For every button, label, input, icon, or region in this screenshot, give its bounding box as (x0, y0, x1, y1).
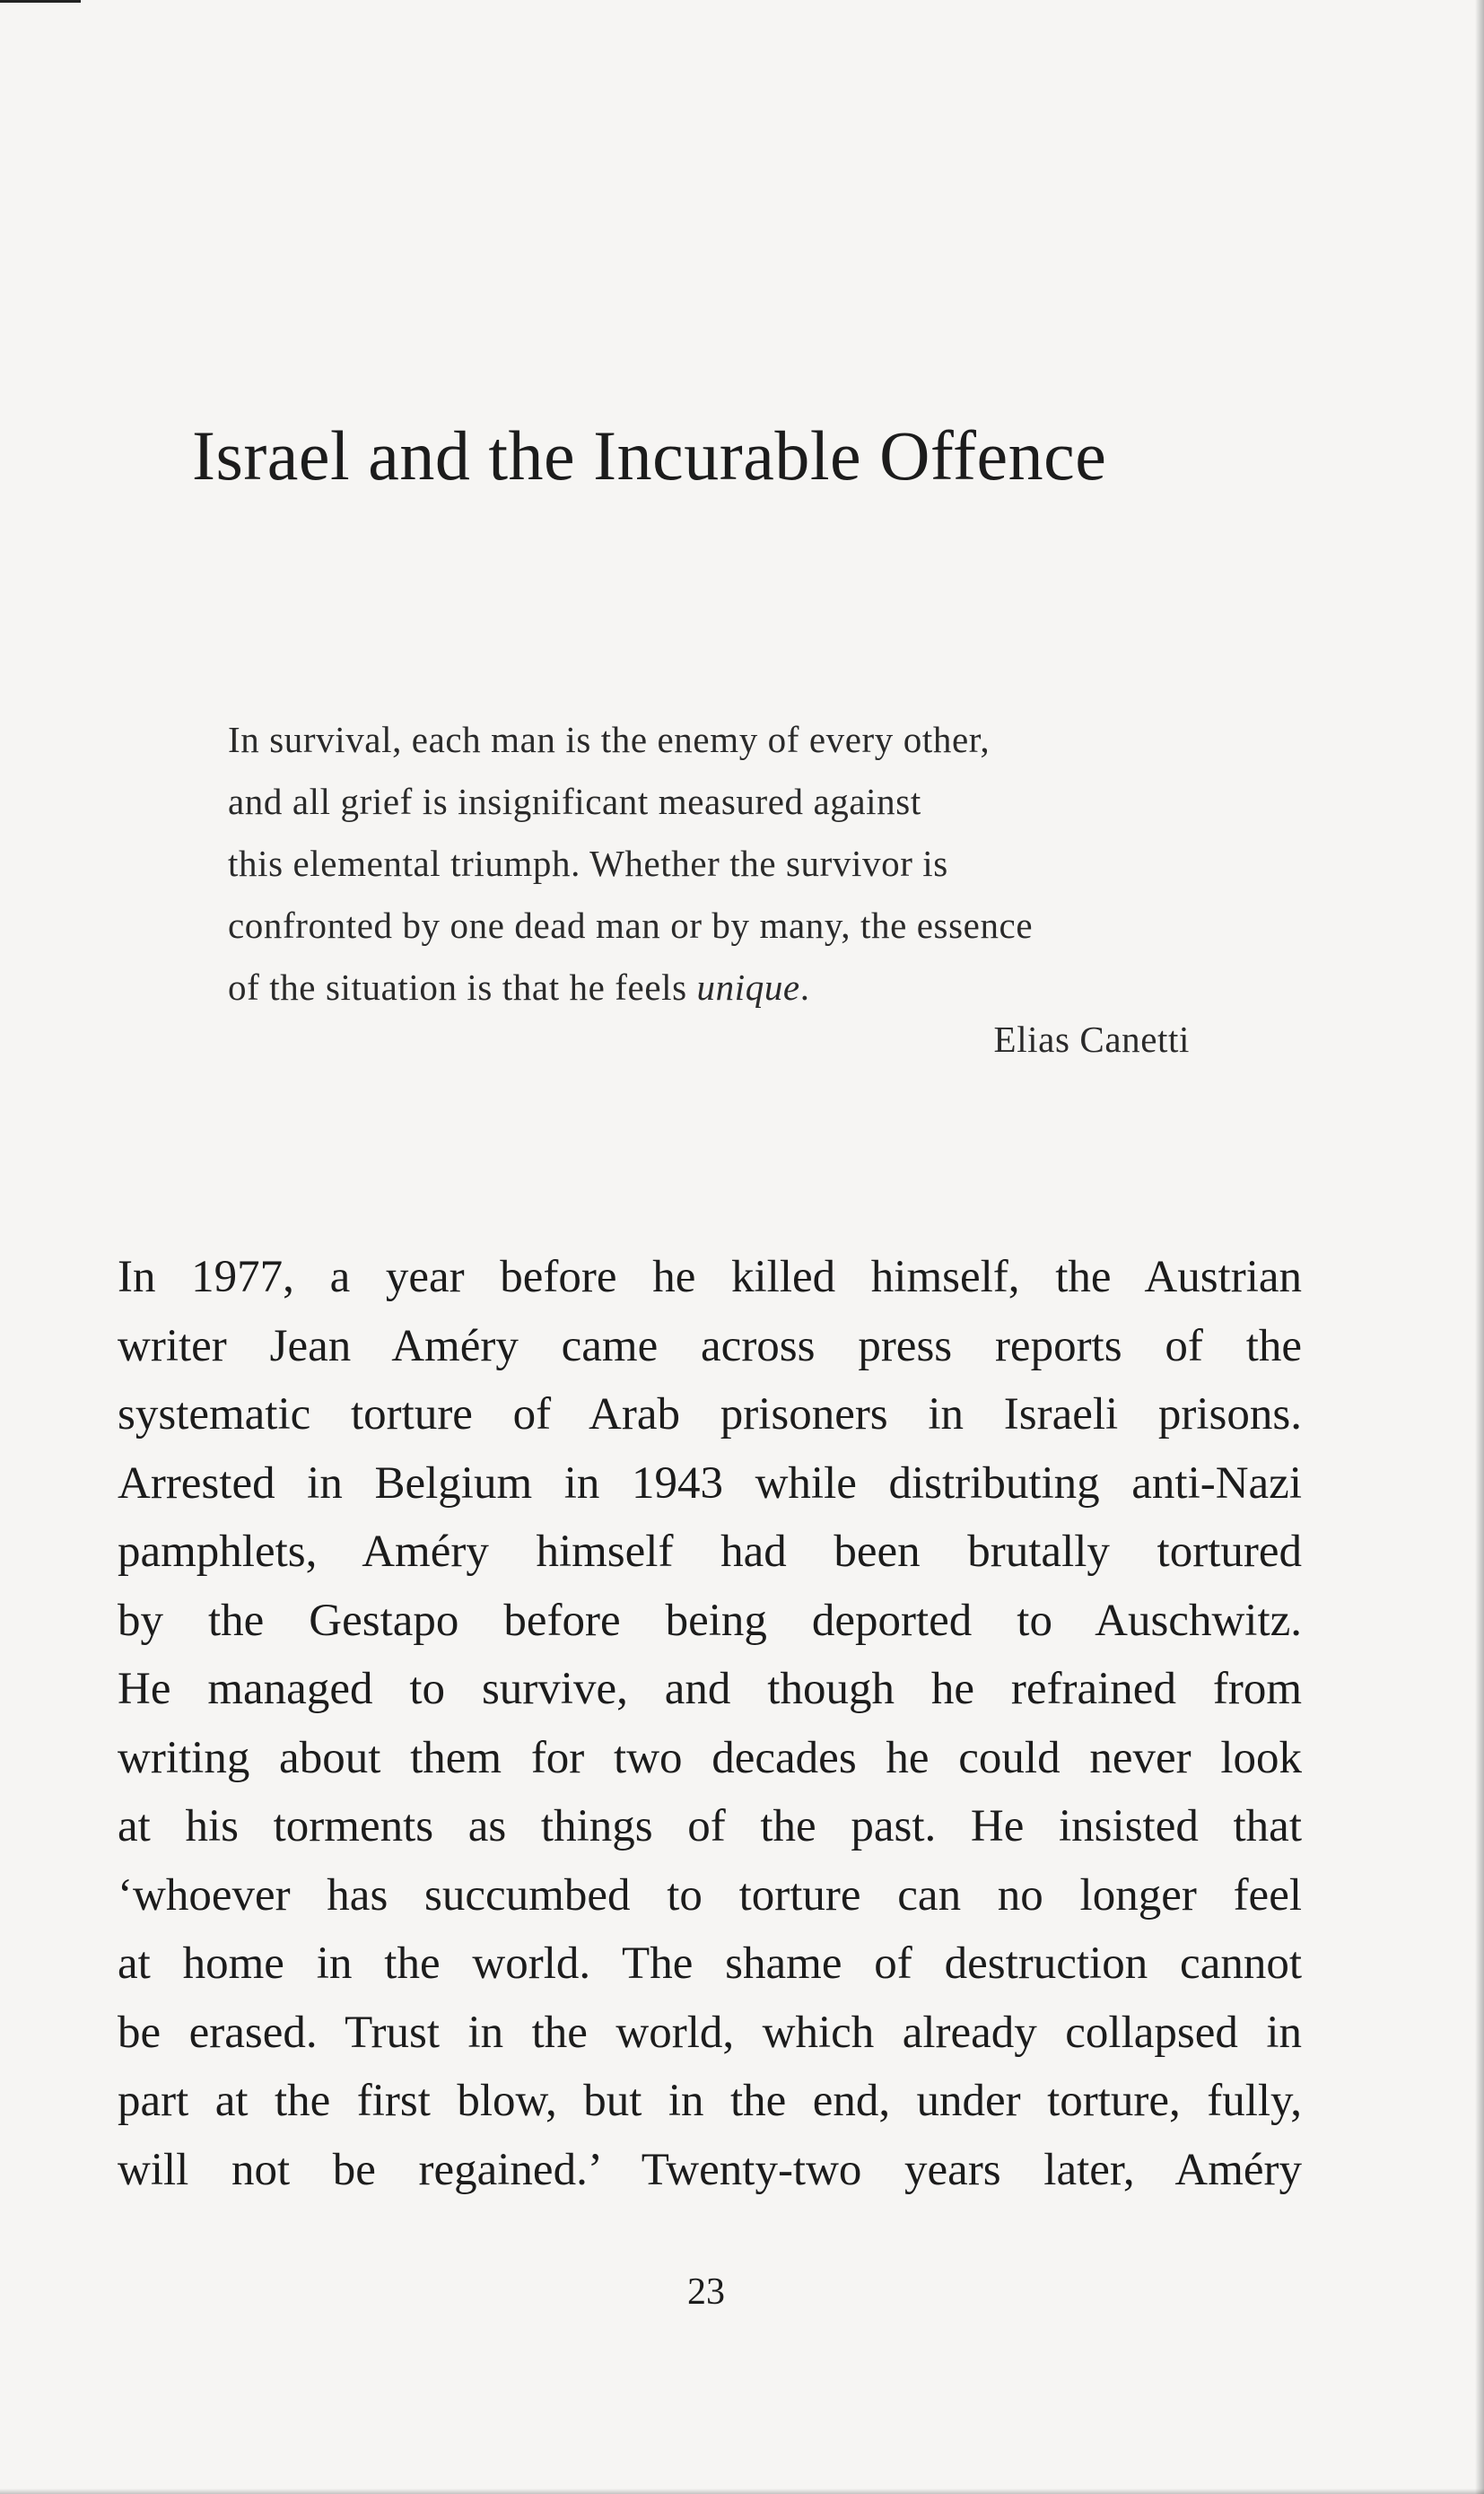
epigraph-attribution: Elias Canetti (993, 1019, 1190, 1060)
body-line: at home in the world. The shame of destruction cannot (118, 1938, 1302, 1989)
page-edge-shadow (0, 0, 81, 3)
epigraph-line: and all grief is insignificant measured against (228, 781, 921, 822)
body-line: writing about them for two decades he could never look (118, 1732, 1302, 1783)
body-line: by the Gestapo before being deported to Auschwitz. (118, 1595, 1302, 1646)
epigraph-line: In survival, each man is the enemy of every other, (228, 719, 991, 760)
body-line: He managed to survive, and though he refrained from (118, 1664, 1302, 1714)
body-line: writer Jean Améry came across press reports of the (118, 1320, 1302, 1371)
body-paragraph (118, 1243, 1302, 2204)
body-line: Arrested in Belgium in 1943 while distributing anti-Nazi (118, 1457, 1302, 1509)
page-bottom-shadow (0, 2489, 1484, 2494)
body-line: at his torments as things of the past. He insisted that (118, 1801, 1302, 1851)
body-line: part at the first blow, but in the end, under torture, fully, (118, 2076, 1302, 2126)
epigraph-line: confronted by one dead man or by many, the essence (228, 905, 1034, 946)
body-line: be erased. Trust in the world, which already collapsed in (118, 2007, 1302, 2058)
epigraph-line-end: . (799, 967, 810, 1008)
body-line: systematic torture of Arab prisoners in Israeli prisons. (118, 1389, 1302, 1440)
epigraph-line-text: of the situation is that he feels (228, 967, 697, 1008)
page-number: 23 (687, 2271, 725, 2313)
chapter-title: Israel and the Incurable Offence (192, 416, 1107, 494)
epigraph-emphasis: unique (696, 967, 800, 1008)
body-line: In 1977, a year before he killed himself, the Austrian (118, 1252, 1302, 1302)
epigraph-line: this elemental triumph. Whether the survivor is (228, 843, 948, 884)
epigraph (228, 709, 1197, 1019)
body-line: will not be regained.’ Twenty-two years later, Améry (118, 2144, 1302, 2195)
body-line: ‘whoever has succumbed to torture can no longer feel (118, 1869, 1302, 1921)
page-binding-shadow (1475, 0, 1484, 2494)
body-line: pamphlets, Améry himself had been brutally tortured (118, 1527, 1302, 1577)
